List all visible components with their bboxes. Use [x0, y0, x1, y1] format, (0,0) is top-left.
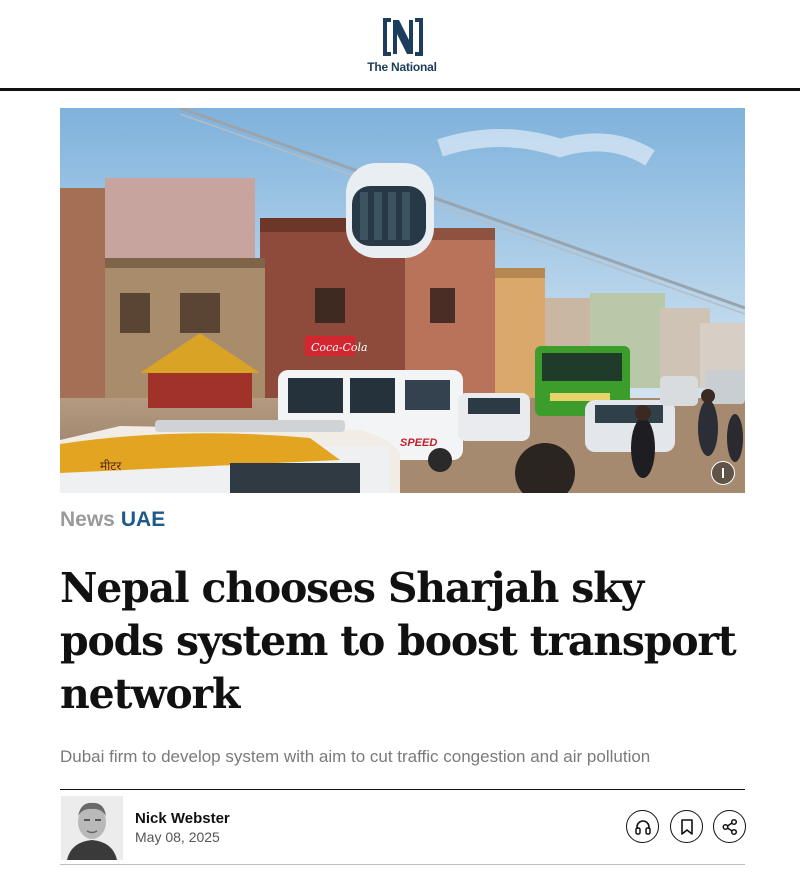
byline-bottom-divider [60, 864, 745, 865]
taxi-sign-text: मीटर [100, 459, 122, 473]
section-link-news[interactable]: News [60, 508, 115, 531]
article-headline: Nepal chooses Sharjah sky pods system to boost transport network [60, 564, 736, 718]
van-speed-text: SPEED [400, 437, 438, 449]
headphones-icon [634, 818, 652, 836]
hero-image[interactable] [60, 108, 745, 493]
section-link-uae[interactable]: UAE [120, 508, 166, 531]
coca-cola-sign-text: Coca-Cola [311, 341, 368, 354]
expand-icon[interactable] [711, 461, 735, 485]
byline-top-divider [60, 789, 745, 790]
the-national-logo-icon[interactable] [381, 16, 425, 58]
street-scene-illustration [60, 108, 745, 493]
brand-name[interactable]: The National [367, 60, 437, 74]
article-standfirst: Dubai firm to develop system with aim to cut traffic congestion and air pollution [60, 747, 651, 766]
share-button[interactable] [713, 810, 746, 843]
author-portrait-icon [61, 796, 123, 860]
author-name[interactable]: Nick Webster [135, 810, 230, 827]
section-breadcrumb [60, 508, 165, 532]
masthead-divider [0, 88, 800, 91]
author-avatar[interactable] [61, 796, 123, 860]
bookmark-button[interactable] [670, 810, 703, 843]
publish-date: May 08, 2025 [135, 829, 220, 845]
masthead [0, 0, 800, 88]
listen-button[interactable] [626, 810, 659, 843]
share-icon [721, 818, 739, 836]
bookmark-icon [679, 818, 695, 836]
